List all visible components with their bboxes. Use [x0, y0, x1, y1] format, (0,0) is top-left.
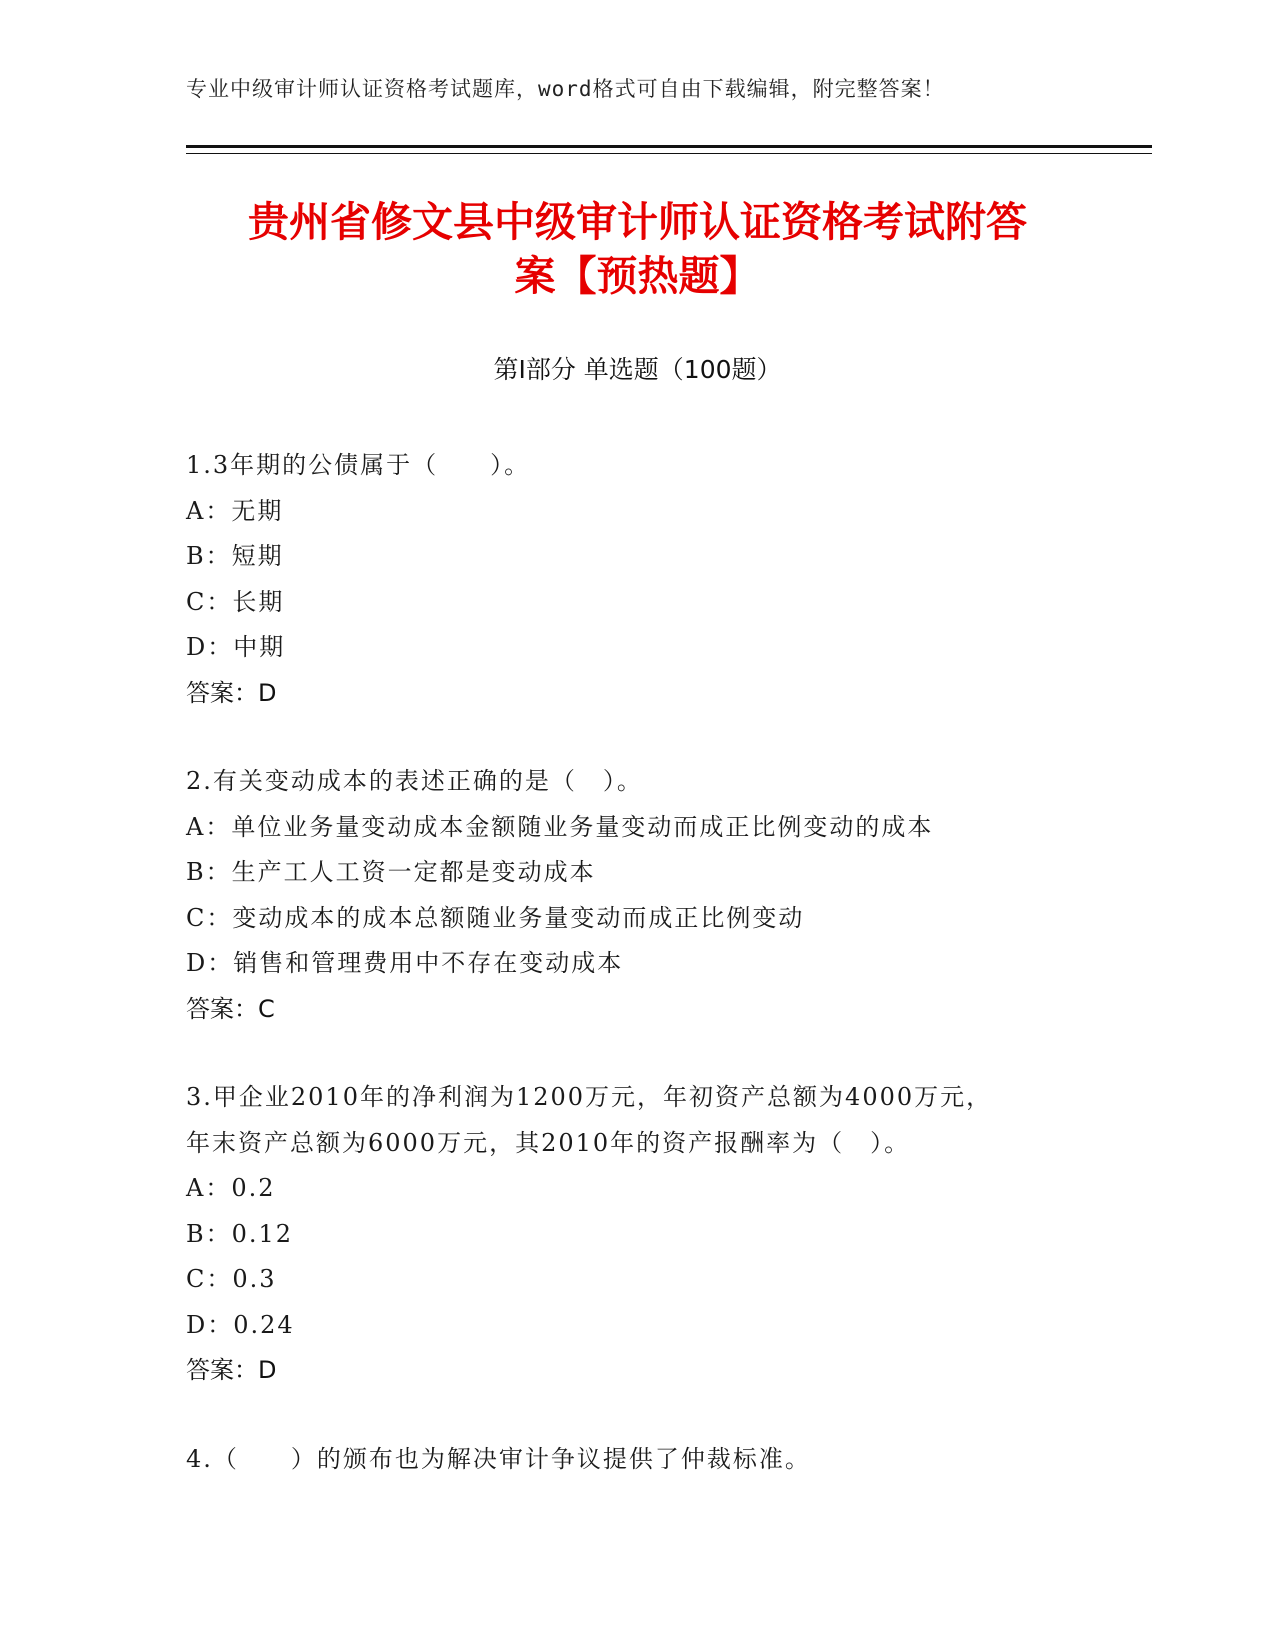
- question-1: [186, 443, 1106, 716]
- question-3-option-a: A：0.2: [186, 1174, 276, 1202]
- question-2-option-a: A：单位业务量变动成本金额随业务量变动而成正比例变动的成本: [186, 812, 934, 841]
- question-2: [186, 759, 1106, 1032]
- question-2-option-d: D：销售和管理费用中不存在变动成本: [186, 949, 624, 977]
- question-1-option-a: A：无期: [186, 496, 284, 525]
- section-heading: 第Ⅰ部分 单选题（100题）: [493, 355, 782, 384]
- document-title-line-1: 贵州省修文县中级审计师认证资格考试附答: [248, 198, 1027, 246]
- document-title-line-2: 案【预热题】: [514, 252, 761, 300]
- question-3: [186, 1075, 1106, 1394]
- question-1-answer: 答案：D: [186, 678, 277, 707]
- question-3-option-d: D：0.24: [186, 1310, 295, 1339]
- question-3-option-c: C：0.3: [186, 1265, 277, 1293]
- question-1-stem: 1.3年期的公债属于（ ）。: [186, 451, 531, 479]
- question-list: [186, 443, 1106, 1482]
- question-3-answer: 答案：D: [186, 1356, 277, 1384]
- header-note: 专业中级审计师认证资格考试题库，word格式可自由下载编辑，附完整答案！: [186, 77, 945, 101]
- question-3-option-b: B：0.12: [186, 1219, 294, 1248]
- question-2-stem: 2.有关变动成本的表述正确的是（ ）。: [186, 767, 643, 795]
- question-3-stem-line-2: 年末资产总额为6000万元，其2010年的资产报酬率为（ ）。: [186, 1128, 911, 1157]
- header-rule-thick: [186, 145, 1152, 148]
- question-4-stem: 4.（ ）的颁布也为解决审计争议提供了仲裁标准。: [186, 1444, 811, 1473]
- question-1-option-d: D：中期: [186, 633, 286, 661]
- document-title: [160, 195, 1115, 303]
- question-2-option-b: B：生产工人工资一定都是变动成本: [186, 858, 596, 886]
- question-2-answer: 答案：C: [186, 994, 275, 1023]
- header-rule-thin: [186, 153, 1152, 154]
- question-3-stem-line-1: 3.甲企业2010年的净利润为1200万元，年初资产总额为4000万元，: [186, 1083, 993, 1111]
- question-2-option-c: C：变动成本的成本总额随业务量变动而成正比例变动: [186, 903, 805, 932]
- question-4: [186, 1437, 1106, 1483]
- question-1-option-c: C：长期: [186, 587, 285, 616]
- question-1-option-b: B：短期: [186, 542, 284, 570]
